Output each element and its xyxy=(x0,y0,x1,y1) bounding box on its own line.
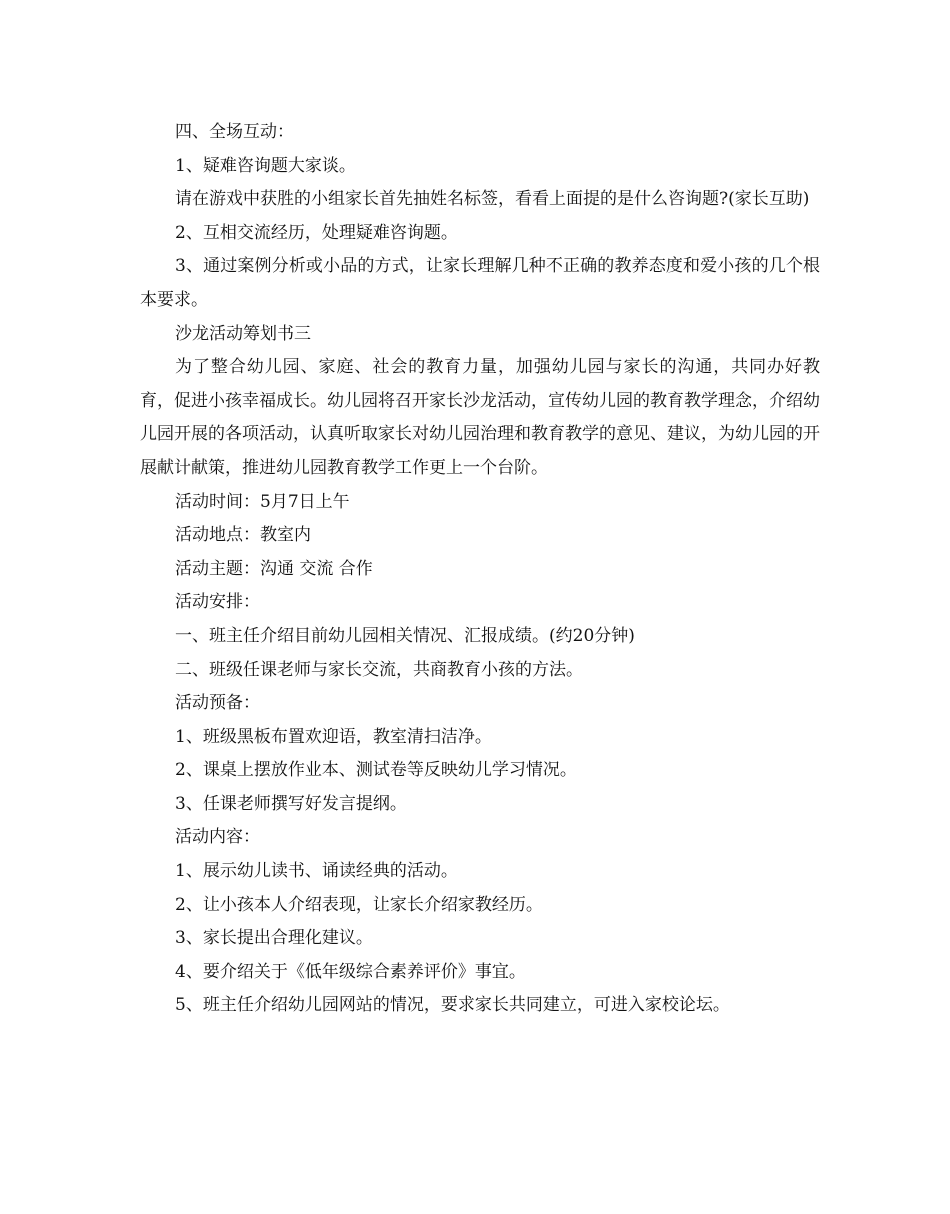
list-item: 3、通过案例分析或小品的方式，让家长理解几种不正确的教养态度和爱小孩的几个根本要求。 xyxy=(140,256,820,310)
list-item: 3、任课老师撰写好发言提纲。 xyxy=(175,793,407,814)
list-item: 一、班主任介绍目前幼儿园相关情况、汇报成绩。(约20分钟) xyxy=(175,625,635,646)
section-heading-interaction: 四、全场互动： xyxy=(175,122,294,142)
section-heading-content: 活动内容： xyxy=(175,827,260,848)
list-item: 5、班主任介绍幼儿园网站的情况，要求家长共同建立，可进入家校论坛。 xyxy=(175,995,730,1016)
activity-location: 活动地点：教室内 xyxy=(175,525,311,546)
list-item: 2、课桌上摆放作业本、测试卷等反映幼儿学习情况。 xyxy=(175,760,577,781)
list-item: 1、疑难咨询题大家谈。 xyxy=(175,155,356,176)
activity-theme: 活动主题：沟通 交流 合作 xyxy=(175,558,373,579)
body-paragraph: 请在游戏中获胜的小组家长首先抽姓名标签，看看上面提的是什么咨询题?(家长互助) xyxy=(175,189,810,210)
section-title: 沙龙活动筹划书三 xyxy=(175,323,311,344)
list-item: 3、家长提出合理化建议。 xyxy=(175,928,373,949)
document-body xyxy=(140,116,820,1023)
list-item: 1、班级黑板布置欢迎语，教室清扫洁净。 xyxy=(175,726,492,747)
section-heading-preparation: 活动预备： xyxy=(175,693,260,714)
body-paragraph: 为了整合幼儿园、家庭、社会的教育力量，加强幼儿园与家长的沟通，共同办好教育，促进小孩幸福成长。幼儿园将召开家长沙龙活动，宣传幼儿园的教育教学理念，介绍幼儿园开展的各项活动，认真听取家长对幼儿园治理和教育教学的意见、建议，为幼儿园的开展献计献策，推进幼儿园教育教学工作更上一个台阶。 xyxy=(140,357,820,478)
list-item: 1、展示幼儿读书、诵读经典的活动。 xyxy=(175,861,458,882)
list-item: 二、班级任课老师与家长交流，共商教育小孩的方法。 xyxy=(175,659,583,680)
list-item: 2、让小孩本人介绍表现，让家长介绍家教经历。 xyxy=(175,894,543,915)
list-item: 4、要介绍关于《低年级综合素养评价》事宜。 xyxy=(175,961,526,982)
section-heading-arrangement: 活动安排： xyxy=(175,592,260,613)
activity-time: 活动时间：5月7日上午 xyxy=(175,491,350,512)
list-item: 2、互相交流经历，处理疑难咨询题。 xyxy=(175,222,458,243)
